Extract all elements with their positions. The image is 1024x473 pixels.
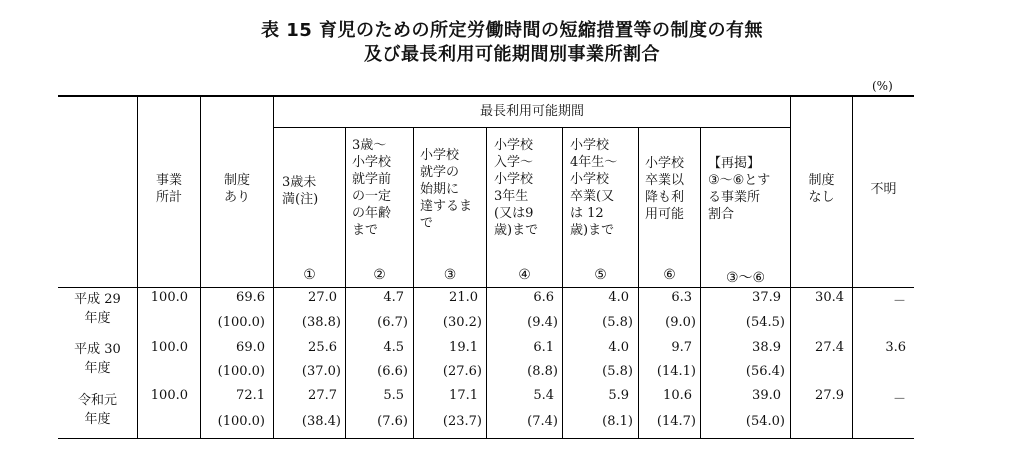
header-school-entry: 小学校 就学の 始期に 達するま で [420, 148, 473, 231]
table-cell: (9.4) [527, 315, 558, 330]
table-cell: 37.9 [752, 290, 781, 305]
table-title-line1: 表 15 育児のための所定労働時間の短縮措置等の制度の有無 [260, 20, 764, 41]
table-cell: (54.5) [745, 315, 785, 330]
col-divider [486, 128, 487, 438]
header-3-to-preschool: 3歳～ 小学校 就学前 の一定 の年齢 まで [352, 138, 392, 238]
table-cell: 6.6 [533, 290, 554, 305]
table-cell: 17.1 [449, 388, 478, 403]
table-cell: (38.8) [301, 315, 341, 330]
table-cell: (27.6) [442, 364, 482, 379]
row-label-h29: 平成 29 年度 [74, 292, 121, 326]
col-divider [200, 96, 201, 438]
table-cell: 27.7 [308, 388, 337, 403]
table-cell: (14.7) [656, 414, 696, 429]
table-cell: 100.0 [150, 340, 188, 355]
table-cell: 21.0 [449, 290, 478, 305]
table-cell: (5.8) [602, 364, 633, 379]
table-cell: 72.1 [236, 388, 265, 403]
table-cell: 100.0 [150, 388, 188, 403]
group-header-rule [273, 127, 790, 128]
table-cell: 4.0 [608, 340, 629, 355]
table-cell: (5.8) [602, 315, 633, 330]
header-system-yes: 制度 あり [223, 173, 250, 205]
table-cell: 19.1 [449, 340, 478, 355]
table-cell: 10.6 [663, 388, 692, 403]
table-cell: 100.0 [150, 290, 188, 305]
header-reposted: 【再掲】 ③～⑥とす る事業所 割合 [708, 156, 771, 222]
table-cell: － [892, 294, 906, 309]
table-cell: (8.1) [602, 414, 633, 429]
col-number-6: ⑥ [663, 267, 676, 283]
header-establishments: 事業 所計 [155, 173, 182, 205]
table-cell: (100.0) [217, 414, 265, 429]
table-cell: (37.0) [301, 364, 341, 379]
table-cell: (6.6) [377, 364, 408, 379]
table-cell: 69.0 [236, 340, 265, 355]
unit-label: (%) [872, 79, 893, 93]
table-cell: 38.9 [752, 340, 781, 355]
table-cell: 6.3 [671, 290, 692, 305]
header-system-no: 制度 なし [808, 173, 835, 205]
table-cell: (23.7) [442, 414, 482, 429]
header-unknown: 不明 [870, 182, 897, 197]
table-cell: (7.4) [527, 414, 558, 429]
header-after-elementary: 小学校 卒業以 降も利 用可能 [645, 156, 685, 222]
header-grade1-3: 小学校 入学～ 小学校 3年生 (又は9 歳)まで [494, 138, 539, 238]
table-cell: 3.6 [885, 340, 906, 355]
table-cell: (100.0) [217, 364, 265, 379]
table-cell: (9.0) [665, 315, 696, 330]
table-cell: (6.7) [377, 315, 408, 330]
table-cell: (54.0) [745, 414, 785, 429]
col-divider [345, 128, 346, 438]
table-cell: 4.5 [383, 340, 404, 355]
table-cell: 27.0 [308, 290, 337, 305]
col-number-3: ③ [443, 267, 457, 283]
col-number-5: ⑤ [594, 267, 607, 283]
col-divider [562, 128, 563, 438]
table-cell: 6.1 [533, 340, 554, 355]
table-cell: 30.4 [815, 290, 844, 305]
header-grade4-6: 小学校 4年生～ 小学校 卒業(又 は 12 歳)まで [570, 138, 618, 238]
row-label-h30: 平成 30 年度 [74, 342, 121, 376]
col-divider [852, 96, 853, 438]
table-bottom-rule [58, 438, 914, 439]
col-divider [137, 96, 138, 438]
table-cell: (14.1) [656, 364, 696, 379]
table-cell: 5.4 [533, 388, 554, 403]
table-title-line2: 及び最長利用可能期間別事業所割合 [364, 44, 660, 65]
table-cell: (100.0) [217, 315, 265, 330]
table-cell: 5.9 [608, 388, 629, 403]
table-cell: (30.2) [442, 315, 482, 330]
table-cell: － [892, 392, 906, 407]
table-cell: 4.0 [608, 290, 629, 305]
header-under-3: 3歳未 満(注) [282, 175, 319, 207]
col-number-4: ④ [518, 267, 531, 283]
table-cell: 27.9 [815, 388, 844, 403]
table-cell: 69.6 [236, 290, 265, 305]
table-cell: 4.7 [383, 290, 404, 305]
col-divider [790, 96, 791, 438]
table-cell: 27.4 [815, 340, 844, 355]
table-cell: 39.0 [752, 388, 781, 403]
row-label-r1: 令和元 年度 [77, 393, 117, 427]
col-number-2: ② [373, 267, 386, 283]
col-divider [638, 128, 639, 438]
table-cell: (7.6) [377, 414, 408, 429]
table-cell: (38.4) [301, 414, 341, 429]
table-cell: 5.5 [383, 388, 404, 403]
header-max-period-group: 最長利用可能期間 [479, 104, 584, 119]
col-number-1: ① [303, 267, 316, 283]
table-cell: (8.8) [527, 364, 558, 379]
table-top-rule [58, 95, 914, 97]
table-cell: (56.4) [745, 364, 785, 379]
col-number-3-6: ③～⑥ [725, 270, 766, 286]
table-cell: 9.7 [671, 340, 692, 355]
table-cell: 25.6 [308, 340, 337, 355]
